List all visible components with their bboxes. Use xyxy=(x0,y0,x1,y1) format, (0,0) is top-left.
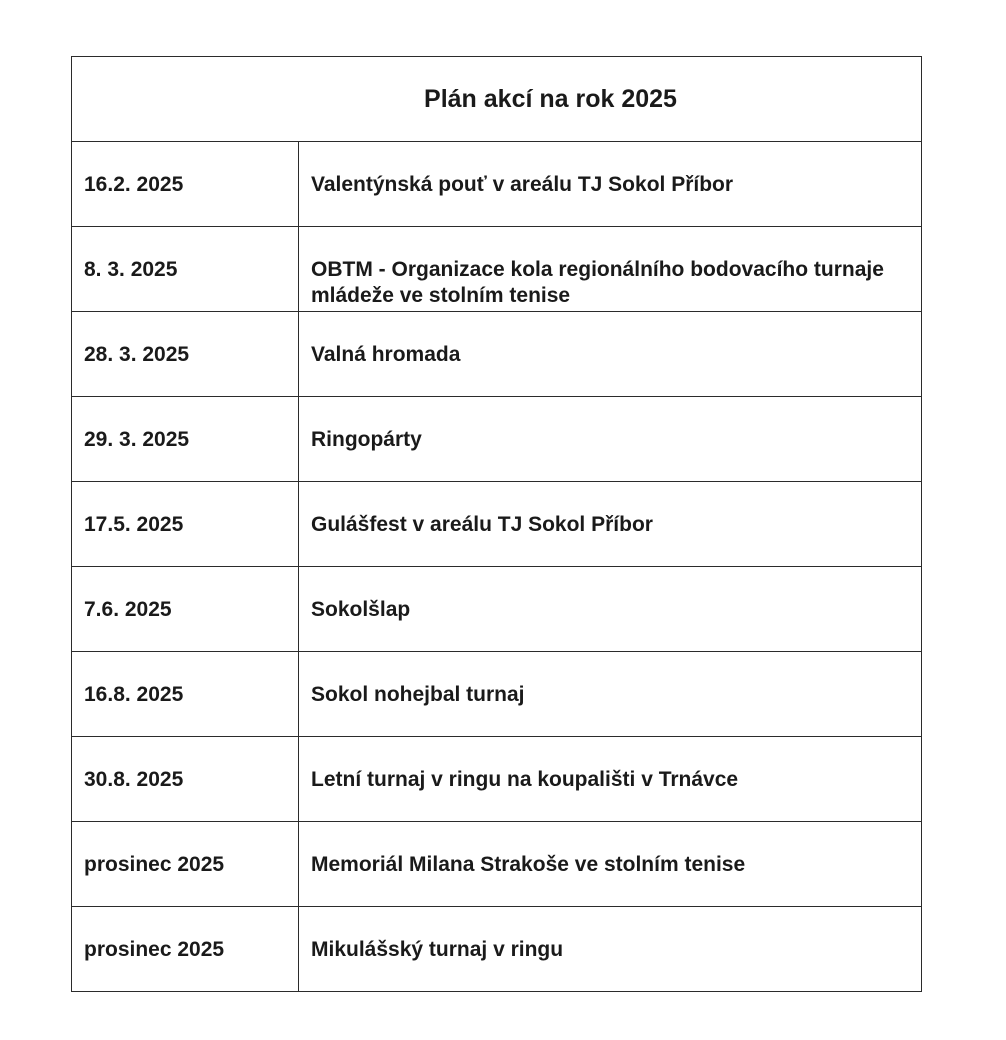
event-name: Sokol nohejbal turnaj xyxy=(299,652,922,737)
event-date: prosinec 2025 xyxy=(72,822,299,907)
table-row xyxy=(72,142,922,227)
table-row xyxy=(72,822,922,907)
event-name: Memoriál Milana Strakoše ve stolním tenise xyxy=(299,822,922,907)
table-row xyxy=(72,397,922,482)
event-name: Ringopárty xyxy=(299,397,922,482)
event-date: prosinec 2025 xyxy=(72,907,299,992)
table-row xyxy=(72,567,922,652)
table-title: Plán akcí na rok 2025 xyxy=(72,57,922,142)
event-name: Gulášfest v areálu TJ Sokol Příbor xyxy=(299,482,922,567)
event-date: 30.8. 2025 xyxy=(72,737,299,822)
event-name: Valná hromada xyxy=(299,312,922,397)
event-date: 28. 3. 2025 xyxy=(72,312,299,397)
event-date: 16.2. 2025 xyxy=(72,142,299,227)
event-name: Mikulášský turnaj v ringu xyxy=(299,907,922,992)
event-name: Valentýnská pouť v areálu TJ Sokol Příbor xyxy=(299,142,922,227)
event-date: 16.8. 2025 xyxy=(72,652,299,737)
table-row xyxy=(72,312,922,397)
event-name: Letní turnaj v ringu na koupališti v Trnávce xyxy=(299,737,922,822)
table-row xyxy=(72,227,922,312)
event-plan-table xyxy=(71,56,922,992)
title-row xyxy=(72,57,922,142)
event-date: 17.5. 2025 xyxy=(72,482,299,567)
table-row xyxy=(72,737,922,822)
event-name: Sokolšlap xyxy=(299,567,922,652)
table-row xyxy=(72,907,922,992)
table-row xyxy=(72,652,922,737)
event-date: 29. 3. 2025 xyxy=(72,397,299,482)
event-date: 8. 3. 2025 xyxy=(72,227,299,312)
table-row xyxy=(72,482,922,567)
event-name: OBTM - Organizace kola regionálního bodovacího turnaje mládeže ve stolním tenise xyxy=(299,227,922,312)
event-date: 7.6. 2025 xyxy=(72,567,299,652)
